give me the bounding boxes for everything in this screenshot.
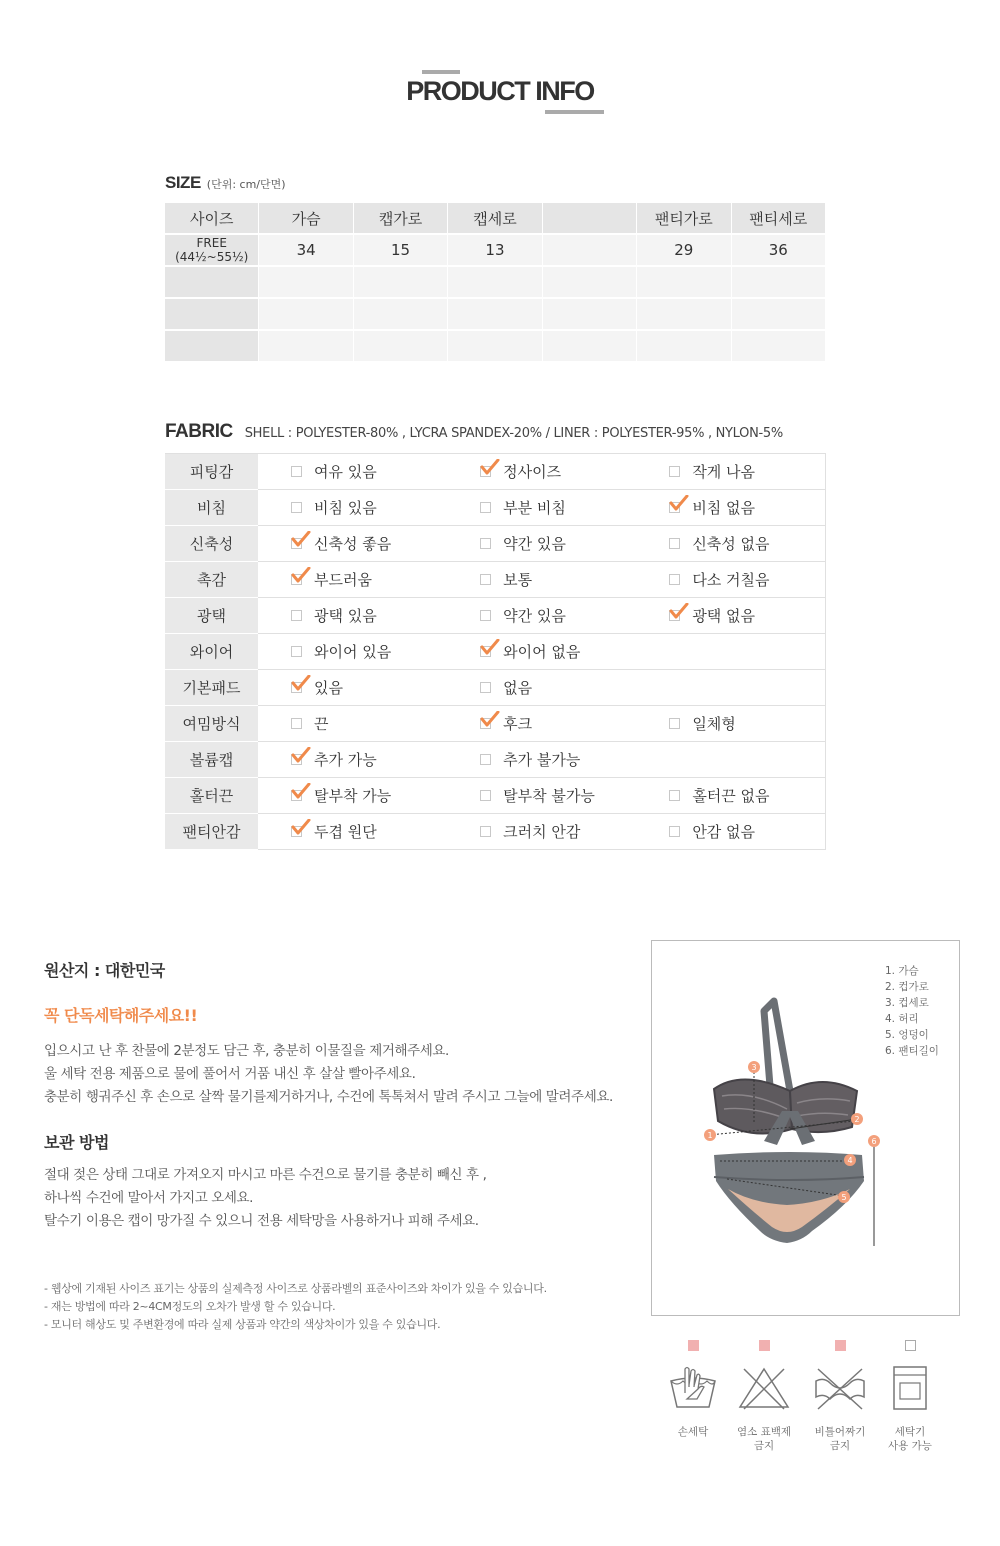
fabric-option-label: 와이어 있음: [314, 643, 392, 661]
fabric-option-label: 끈: [314, 715, 329, 733]
care-caption-line: 세탁기: [894, 1426, 926, 1438]
checked-box-icon: [291, 790, 302, 801]
wash-line: 충분히 행궈주신 후 손으로 살짝 물기를제거하거나, 수건에 톡톡쳐서 말려 주시고 그늘에 말려주세요.: [44, 1089, 613, 1105]
checked-box-icon: [480, 646, 491, 657]
fabric-option-label: 두겹 원단: [314, 823, 377, 841]
size-range: (44½~55½): [175, 250, 249, 264]
fabric-option: [258, 742, 447, 778]
storage-instructions: [44, 1164, 486, 1233]
fabric-option-label: 탈부착 가능: [314, 787, 392, 805]
fabric-option: [447, 490, 636, 526]
fabric-option-label: 정사이즈: [503, 463, 562, 481]
care-caption-line: 염소 표백제: [736, 1426, 792, 1438]
fabric-option: [258, 778, 447, 814]
fabric-option: [447, 742, 636, 778]
size-table-header: [165, 203, 826, 235]
checkbox-icon: [291, 466, 302, 477]
fabric-option-label: 여유 있음: [314, 463, 377, 481]
checkbox-icon: [480, 574, 491, 585]
checked-box-icon: [291, 538, 302, 549]
fabric-option-label: 크러치 안감: [503, 823, 581, 841]
fabric-composition: SHELL : POLYESTER-80% , LYCRA SPANDEX-20% / LINER : POLYESTER-95% , NYLON-5%: [244, 426, 783, 441]
fabric-option-label: 부드러움: [314, 571, 372, 589]
note-line: - 웹상에 기재된 사이즈 표기는 상품의 실제측정 사이즈로 상품라벨의 표준사이즈와 차이가 있을 수 있습니다.: [44, 1282, 547, 1295]
fabric-option: [636, 670, 825, 706]
care-caption-line: 금지: [829, 1440, 851, 1452]
size-table: [165, 203, 826, 363]
fabric-option: [258, 634, 447, 670]
fabric-row: [165, 634, 826, 670]
fabric-row: [165, 706, 826, 742]
checkbox-icon: [291, 718, 302, 729]
checked-box-icon: [291, 682, 302, 693]
legend-item: 6. 팬티길이: [885, 1045, 939, 1057]
fabric-option: [636, 814, 825, 850]
care-caption: [658, 1425, 728, 1439]
fabric-option: [636, 634, 825, 670]
fabric-table: [165, 453, 826, 850]
diagram-marker: 1: [707, 1131, 713, 1140]
checked-box-icon: [669, 610, 680, 621]
size-header-cell: 가슴: [259, 203, 353, 235]
care-washing-machine: [875, 1340, 945, 1453]
checkbox-icon: [291, 646, 302, 657]
checkbox-icon: [669, 718, 680, 729]
note-line: - 재는 방법에 따라 2~4CM정도의 오차가 발생 할 수 있습니다.: [44, 1300, 336, 1313]
size-header-cell: 팬티세로: [732, 203, 826, 235]
size-value-cell: 15: [354, 235, 448, 267]
fabric-category: 광택: [165, 598, 258, 634]
fabric-category: 홀터끈: [165, 778, 258, 814]
fabric-option-label: 신축성 좋음: [314, 535, 392, 553]
size-name: FREE: [196, 236, 227, 250]
fabric-option: [258, 526, 447, 562]
fabric-option: [447, 598, 636, 634]
diagram-marker: 2: [854, 1115, 860, 1124]
fabric-option: [636, 490, 825, 526]
fabric-option: [447, 706, 636, 742]
fabric-option: [447, 562, 636, 598]
fabric-option-label: 약간 있음: [503, 607, 566, 625]
storage-line: 탈수기 이용은 캡이 망가질 수 있으니 전용 세탁망을 사용하거나 피해 주세요.: [44, 1213, 479, 1229]
fabric-option: [258, 598, 447, 634]
fabric-category: 피팅감: [165, 454, 258, 490]
fabric-option: [447, 634, 636, 670]
checked-box-icon: [291, 574, 302, 585]
fabric-option: [447, 814, 636, 850]
fabric-row: [165, 778, 826, 814]
diagram-marker: 6: [871, 1137, 877, 1146]
fabric-option: [258, 454, 447, 490]
fabric-option-label: 추가 불가능: [503, 751, 581, 769]
fabric-category: 와이어: [165, 634, 258, 670]
fabric-row: [165, 490, 826, 526]
size-value-cell: [543, 235, 637, 267]
diagram-marker: 5: [841, 1193, 847, 1202]
fabric-option-label: 광택 없음: [692, 607, 756, 625]
fabric-option-label: 비침 있음: [314, 499, 377, 517]
checkbox-icon: [480, 610, 491, 621]
fabric-row: [165, 742, 826, 778]
fabric-option-label: 없음: [503, 679, 533, 697]
size-value-cell: 34: [259, 235, 353, 267]
fabric-category: 팬티안감: [165, 814, 258, 850]
size-table-row: [165, 235, 826, 267]
care-hand-wash: [658, 1340, 728, 1439]
no-wring-icon: [810, 1363, 870, 1413]
size-unit: (단위: cm/단면): [206, 178, 286, 191]
fabric-option-label: 비침 없음: [692, 499, 756, 517]
fabric-option: [636, 526, 825, 562]
wash-instructions: [44, 1040, 613, 1109]
checkbox-icon: [480, 502, 491, 513]
checked-box-icon: [480, 718, 491, 729]
care-caption-line: 사용 가능: [888, 1440, 932, 1452]
fabric-option-label: 일체형: [692, 715, 736, 733]
size-header-cell: 사이즈: [165, 203, 259, 235]
fabric-category: 촉감: [165, 562, 258, 598]
legend-item: 3. 컵세로: [885, 997, 929, 1009]
storage-line: 절대 젖은 상태 그대로 가져오지 마시고 마른 수건으로 물기를 충분히 빼신 후 ,: [44, 1167, 487, 1183]
legend-item: 1. 가슴: [885, 965, 919, 977]
care-marker: [688, 1340, 699, 1351]
care-caption: [729, 1425, 799, 1453]
fabric-option: [258, 670, 447, 706]
checkbox-icon: [669, 790, 680, 801]
fabric-option-label: 신축성 없음: [692, 535, 770, 553]
fabric-category: 신축성: [165, 526, 258, 562]
notes: [44, 1280, 547, 1334]
fabric-option-label: 보통: [503, 571, 533, 589]
origin-text: 원산지 : 대한민국: [44, 961, 165, 980]
wash-warning: 꼭 단독세탁해주세요!!: [44, 1006, 198, 1025]
storage-heading: 보관 방법: [44, 1133, 109, 1152]
diagram-marker: 3: [751, 1063, 757, 1072]
fabric-option-label: 다소 거칠음: [692, 571, 770, 589]
storage-line: 하나씩 수건에 말아서 가지고 오세요.: [44, 1190, 254, 1206]
size-value-cell: 29: [637, 235, 731, 267]
diagram-marker: 4: [847, 1156, 853, 1165]
care-no-wring: [805, 1340, 875, 1453]
checkbox-icon: [669, 466, 680, 477]
fabric-category: 비침: [165, 490, 258, 526]
size-free-cell: [165, 235, 259, 267]
fabric-option-label: 홀터끈 없음: [692, 787, 770, 805]
fabric-option-label: 광택 있음: [314, 607, 377, 625]
checkbox-icon: [291, 502, 302, 513]
fabric-row: [165, 670, 826, 706]
fabric-option-label: 작게 나옴: [692, 463, 756, 481]
wash-line: 입으시고 난 후 찬물에 2분정도 담근 후, 충분히 이물질을 제거해주세요.: [44, 1043, 449, 1059]
fabric-row: [165, 454, 826, 490]
size-header-cell: 캡가로: [354, 203, 448, 235]
fabric-category: 기본패드: [165, 670, 258, 706]
checkbox-icon: [480, 790, 491, 801]
checked-box-icon: [669, 502, 680, 513]
page-title-block: [0, 68, 1000, 118]
checked-box-icon: [480, 466, 491, 477]
fabric-option-label: 와이어 없음: [503, 643, 581, 661]
checkbox-icon: [669, 574, 680, 585]
title-bar-decoration: [545, 110, 604, 114]
checkbox-icon: [480, 538, 491, 549]
fabric-option-label: 있음: [314, 679, 343, 697]
size-value-cell: 36: [732, 235, 826, 267]
page-title: PRODUCT INFO: [406, 76, 594, 106]
size-header-cell: [543, 203, 637, 235]
fabric-option: [447, 778, 636, 814]
legend-item: 5. 엉덩이: [885, 1029, 929, 1041]
fabric-label: FABRIC: [165, 421, 233, 442]
measurement-legend: [885, 963, 939, 1059]
checked-box-icon: [291, 754, 302, 765]
fabric-option-label: 추가 가능: [314, 751, 377, 769]
size-heading: [165, 173, 286, 193]
care-marker: [905, 1340, 916, 1351]
care-caption: [875, 1425, 945, 1453]
care-caption-line: 금지: [753, 1440, 775, 1452]
fabric-option: [636, 454, 825, 490]
fabric-row: [165, 526, 826, 562]
care-caption: [805, 1425, 875, 1453]
fabric-category: 볼륨캡: [165, 742, 258, 778]
size-table-empty-row: [165, 299, 826, 331]
fabric-option-label: 탈부착 불가능: [503, 787, 595, 805]
size-label: SIZE: [165, 173, 201, 192]
size-value-cell: 13: [448, 235, 542, 267]
fabric-option-label: 후크: [503, 715, 533, 733]
fabric-option: [447, 454, 636, 490]
checkbox-icon: [480, 826, 491, 837]
fabric-option: [636, 562, 825, 598]
care-marker: [759, 1340, 770, 1351]
fabric-option-label: 약간 있음: [503, 535, 566, 553]
checkbox-icon: [669, 826, 680, 837]
measurement-diagram: [651, 940, 960, 1316]
fabric-row: [165, 562, 826, 598]
checkbox-icon: [669, 538, 680, 549]
checkbox-icon: [480, 682, 491, 693]
title-bar-decoration: [422, 70, 460, 74]
note-line: - 모니터 해상도 및 주변환경에 따라 실제 상품과 약간의 색상차이가 있을 수 있습니다.: [44, 1318, 441, 1331]
fabric-option: [636, 778, 825, 814]
fabric-option-label: 부분 비침: [503, 499, 566, 517]
fabric-category: 여밈방식: [165, 706, 258, 742]
checked-box-icon: [291, 826, 302, 837]
washing-machine-icon: [880, 1363, 940, 1413]
fabric-option: [258, 706, 447, 742]
fabric-option: [636, 706, 825, 742]
checkbox-icon: [291, 610, 302, 621]
care-marker: [835, 1340, 846, 1351]
fabric-option-label: 안감 없음: [692, 823, 756, 841]
checkbox-icon: [480, 754, 491, 765]
fabric-option: [447, 670, 636, 706]
fabric-row: [165, 598, 826, 634]
fabric-heading: [165, 421, 783, 443]
care-caption-line: 비틀어짜기: [814, 1426, 866, 1438]
care-caption-line: 손세탁: [677, 1426, 709, 1438]
size-header-cell: 캡세로: [448, 203, 542, 235]
fabric-option: [258, 562, 447, 598]
hand-wash-icon: [663, 1363, 723, 1413]
size-table-empty-row: [165, 331, 826, 363]
care-no-bleach: [729, 1340, 799, 1453]
fabric-option: [636, 742, 825, 778]
wash-line: 울 세탁 전용 제품으로 물에 풀어서 거품 내신 후 살살 빨아주세요.: [44, 1066, 416, 1082]
size-header-cell: 팬티가로: [637, 203, 731, 235]
fabric-option: [447, 526, 636, 562]
fabric-row: [165, 814, 826, 850]
fabric-option: [258, 490, 447, 526]
fabric-option: [258, 814, 447, 850]
legend-item: 2. 컵가로: [885, 981, 929, 993]
size-table-empty-row: [165, 267, 826, 299]
no-bleach-icon: [734, 1363, 794, 1413]
fabric-option: [636, 598, 825, 634]
legend-item: 4. 허리: [885, 1013, 919, 1025]
